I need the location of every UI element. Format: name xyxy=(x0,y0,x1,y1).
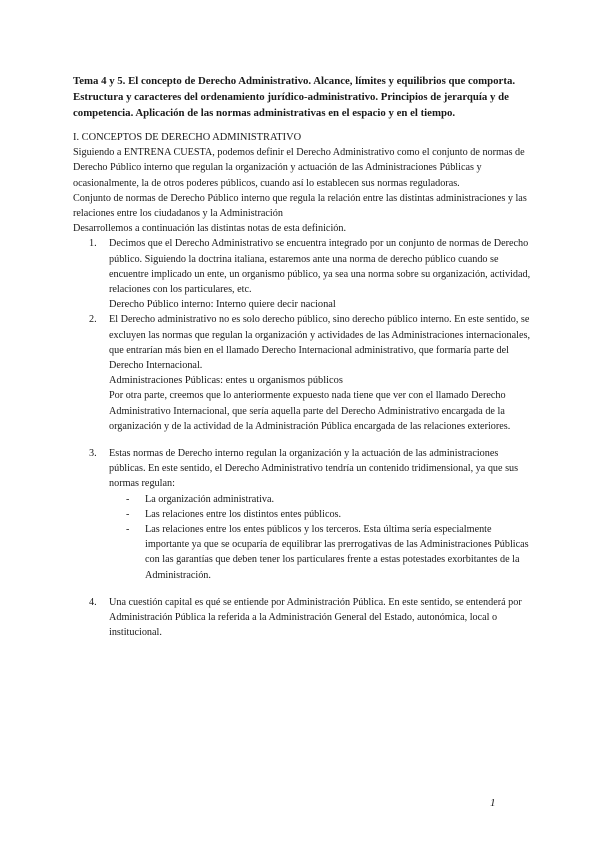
dash-list-text: Las relaciones entre los entes públicos y los terceros. Esta última sería especialmente importante ya que se ocuparía de equilibrar las prerrogativas de las Administraciones Públicas con las garantías que deben tener los particulares frente a estas potestades exorbitantes de la Administración. xyxy=(145,524,529,581)
spacer xyxy=(73,583,535,595)
list-item-text: El Derecho administrativo no es solo derecho público, sino derecho público interno. En este sentido, se excluyen las normas que regulan la organización y actividades de las Administraciones internacionales, que entrarían más bien en el llamado Derecho Internacional administrativo, que formaría parte del Derecho Internacional. xyxy=(109,314,531,372)
dash-list xyxy=(109,492,535,583)
list-item xyxy=(73,236,535,312)
list-number: 2. xyxy=(89,314,97,326)
document-title: Tema 4 y 5. El concepto de Derecho Administrativo. Alcance, límites y equilibrios que comporta. Estructura y caracteres del ordenamiento jurídico-administrativo. Principios de jerarquía y de competencia. Aplicación de las normas administrativas en el espacio y en el tiempo. xyxy=(73,75,516,119)
intro-paragraph: Siguiendo a ENTRENA CUESTA, podemos definir el Derecho Administrativo como el conjunto de normas de Derecho Público interno que regulan la organización y actuación de las Administraciones Públicas y ocasionalmente, la de otros poderes públicos, cuando así lo establecen sus normas reguladoras. xyxy=(73,147,525,189)
spacer xyxy=(73,434,535,446)
list-item xyxy=(73,595,535,641)
dash-list-text: Las relaciones entre los distintos entes públicos. xyxy=(145,508,342,520)
dash-list-item xyxy=(109,492,535,507)
definition-notes-list xyxy=(73,236,535,640)
list-item-subheading: Administraciones Públicas: entes u organismos públicos xyxy=(109,375,343,387)
list-item-subheading: Derecho Público interno: Interno quiere decir nacional xyxy=(109,299,336,311)
develop-paragraph: Desarrollemos a continuación las distintas notas de esta definición. xyxy=(73,223,347,235)
list-item-text: Una cuestión capital es qué se entiende por Administración Pública. En este sentido, se entenderá por Administración Pública la referida a la Administración General del Estado, autonómica, local o institucional. xyxy=(109,596,522,639)
dash-mark: - xyxy=(126,508,130,520)
list-item-text: Estas normas de Derecho interno regulan la organización y la actuación de las administraciones públicas. En este sentido, el Derecho Administrativo tendría un contenido tridimensional, ya que sus normas regulan: xyxy=(109,448,519,490)
section-heading: I. CONCEPTOS DE DERECHO ADMINISTRATIVO xyxy=(73,132,302,143)
list-item xyxy=(73,446,535,583)
dash-list-text: La organización administrativa. xyxy=(145,493,275,505)
list-item-text: Por otra parte, creemos que lo anteriormente expuesto nada tiene que ver con el llamado Derecho Administrativo Internacional, que sería aquella parte del Derecho Administrativo encargada de la organización y de la actividad de la Administración Pública encargada de las relaciones exteriores. xyxy=(109,390,511,432)
list-number: 4. xyxy=(89,596,97,608)
page-number: 1 xyxy=(490,797,496,809)
definition-paragraph: Conjunto de normas de Derecho Público interno que regula la relación entre las distintas administraciones y las relaciones entre los ciudadanos y la Administración xyxy=(73,192,527,220)
list-number: 3. xyxy=(89,448,97,460)
list-number: 1. xyxy=(89,238,97,250)
document-body xyxy=(73,130,535,641)
list-item xyxy=(73,312,535,434)
dash-mark: - xyxy=(126,493,130,505)
dash-list-item xyxy=(109,507,535,522)
dash-mark: - xyxy=(126,524,130,536)
dash-list-item xyxy=(109,522,535,583)
list-item-text: Decimos que el Derecho Administrativo se encuentra integrado por un conjunto de normas de Derecho público. Siguiendo la doctrina italiana, estaremos ante una norma de derecho público cuando se encuentre implicado un ente, un organismo público, ya sea una norma sobre su organización, actividad, relaciones con los particulares, etc. xyxy=(109,238,531,296)
